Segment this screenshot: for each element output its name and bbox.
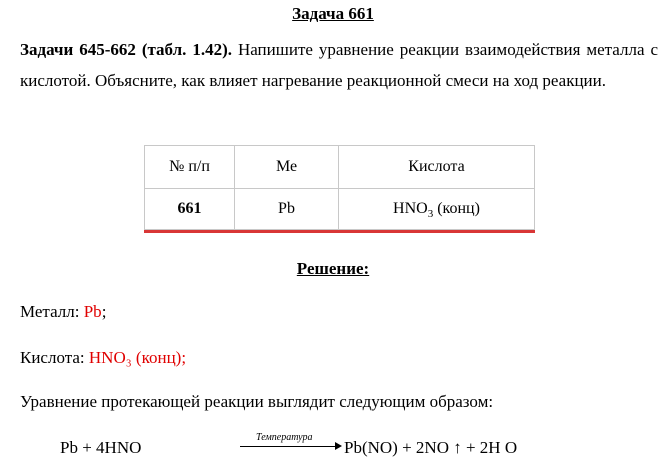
header-acid: Кислота [339,146,535,189]
acid-formula: HNO [393,200,428,217]
acid-note: (конц) [433,200,480,217]
task-statement-text: Напишите уравнение реакции взаимодействия металла с кислотой. Объясните, как влияет нагревание реакционной смеси на ход реакции. [20,40,658,90]
cell-metal: Pb [235,189,339,230]
cell-acid [339,189,535,230]
equation-right-tail: ) + 2NO ↑ + 2H O [392,438,518,457]
metal-label: Металл: [20,302,84,321]
acid-value: HNO₃ (конц); [88,348,187,367]
task-statement [20,34,658,96]
solution-heading: Решение: [296,259,370,278]
header-number: № п/п [145,146,235,189]
header-metal: Ме [235,146,339,189]
task-title: Задача 661 [292,4,374,23]
equation-intro: Уравнение протекающей реакции выглядит следующим образом: [20,392,494,411]
metal-value: Pb [83,302,102,321]
table-header-row [145,146,535,189]
equation-left: Pb + 4HNO [60,438,142,457]
equation-condition: Температура [256,432,313,443]
equation-right-main: Pb(NO [344,438,393,457]
acid-subscript: 3 [427,208,434,220]
acid-label: Кислота: [20,348,89,367]
metal-line [20,302,106,322]
reaction-arrow-icon [240,446,340,447]
task-table [144,145,535,230]
acid-line [20,348,186,368]
table-row [145,189,535,230]
cell-number: 661 [145,189,235,230]
equation-right [344,438,517,458]
metal-tail: ; [101,302,107,321]
task-range-label: Задачи 645-662 (табл. 1.42). [20,40,233,59]
reaction-equation [60,432,660,462]
